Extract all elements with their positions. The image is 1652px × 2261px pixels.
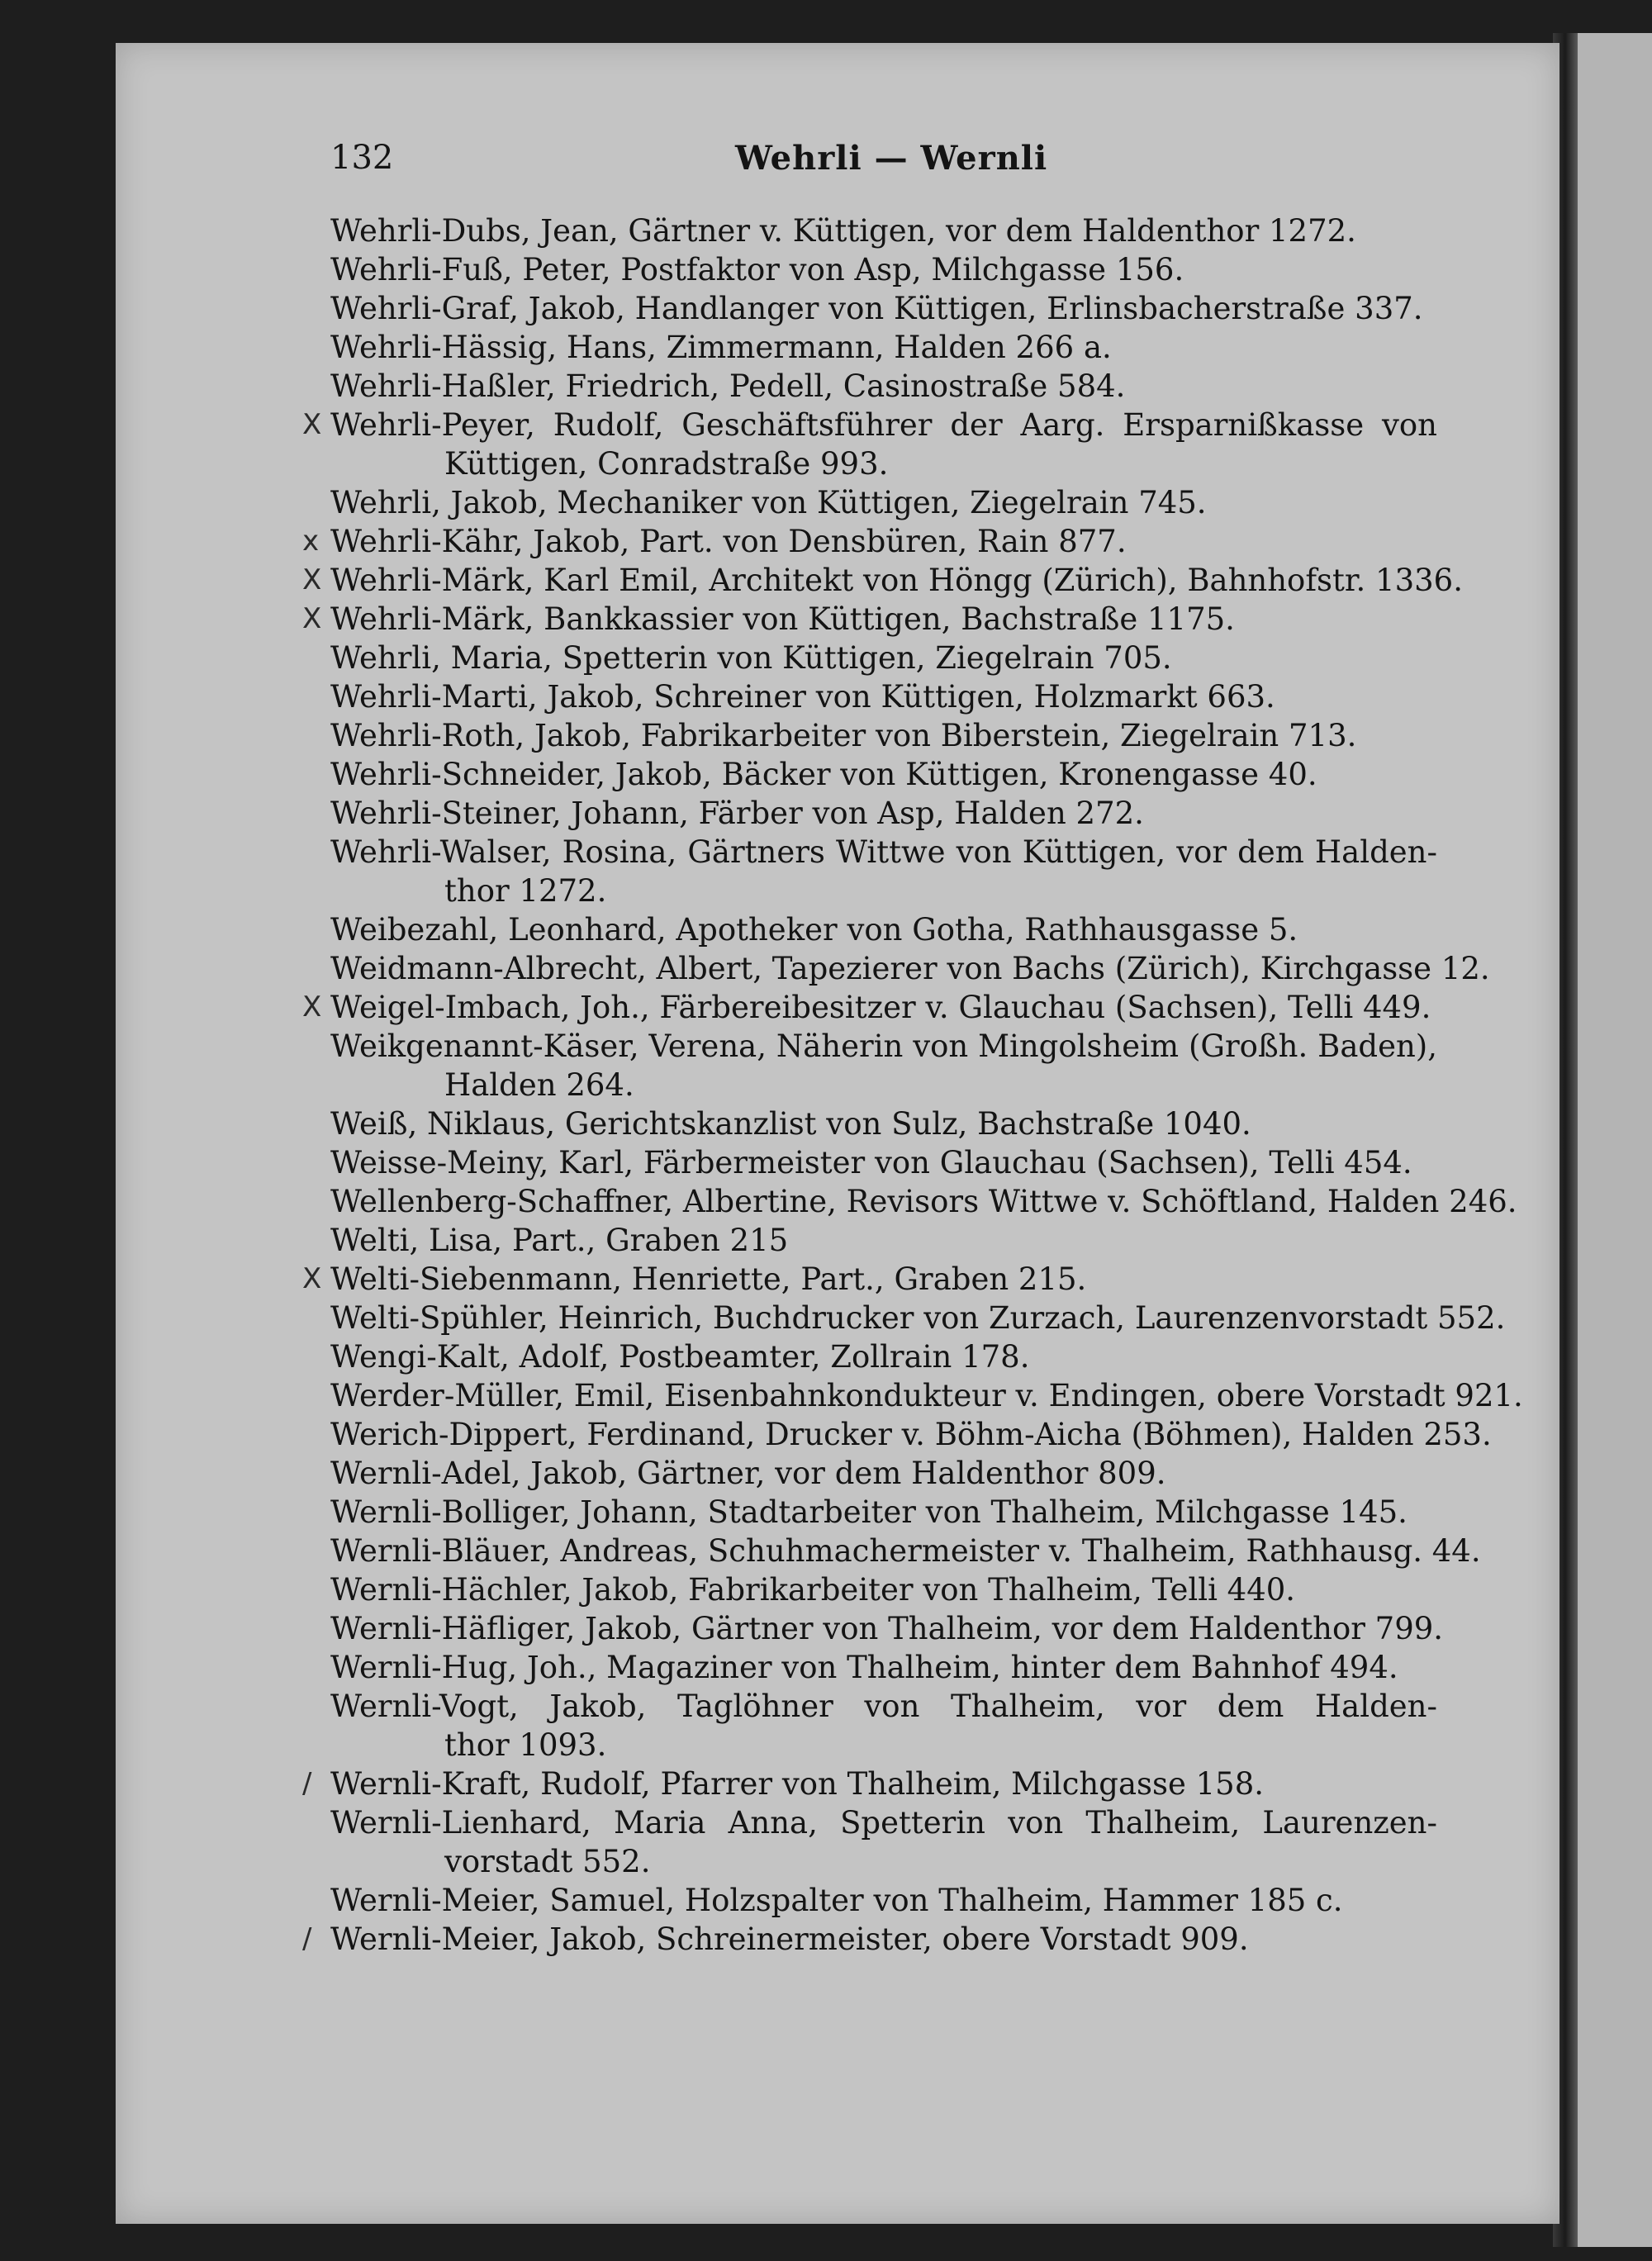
directory-entry bbox=[302, 1765, 1437, 1803]
directory-entry bbox=[330, 483, 1437, 522]
entry-line: Wengi-Kalt, Adolf, Postbeamter, Zollrain 178. bbox=[330, 1339, 1030, 1375]
directory-entry bbox=[330, 211, 1437, 250]
directory-entry bbox=[302, 561, 1463, 600]
directory-entry bbox=[330, 289, 1437, 328]
directory-entry bbox=[330, 716, 1437, 755]
running-head: Wehrli — Wernli bbox=[735, 139, 1048, 178]
directory-entry bbox=[330, 1143, 1437, 1182]
entry-line: Wehrli-Märk, Karl Emil, Architekt von Höngg (Zürich), Bahnhofstr. 1336. bbox=[330, 563, 1463, 598]
entry-line: Wehrli-Steiner, Johann, Färber von Asp, Halden 272. bbox=[330, 796, 1144, 831]
directory-entry bbox=[330, 1881, 1437, 1920]
directory-entry bbox=[330, 1027, 1437, 1104]
entry-line: Wehrli-Peyer, Rudolf, Geschäftsführer der Aarg. Ersparnißkasse von bbox=[330, 407, 1437, 443]
directory-entry bbox=[330, 1687, 1437, 1765]
entry-line: Weisse-Meiny, Karl, Färbermeister von Glauchau (Sachsen), Telli 454. bbox=[330, 1145, 1412, 1180]
entry-continuation-line: thor 1272. bbox=[444, 873, 607, 909]
directory-entry bbox=[302, 1260, 1437, 1299]
entry-line: Wehrli-Hässig, Hans, Zimmermann, Halden 266 a. bbox=[330, 330, 1112, 365]
directory-entry bbox=[330, 1182, 1517, 1221]
entry-line: Wehrli-Haßler, Friedrich, Pedell, Casinostraße 584. bbox=[330, 368, 1126, 404]
entry-continuation-line: Halden 264. bbox=[444, 1067, 634, 1103]
directory-entry bbox=[330, 1104, 1437, 1143]
entry-line: Welti-Spühler, Heinrich, Buchdrucker von Zurzach, Laurenzenvorstadt 552. bbox=[330, 1300, 1506, 1336]
entry-line: Wernli-Meier, Samuel, Holzspalter von Thalheim, Hammer 185 c. bbox=[330, 1883, 1343, 1918]
directory-entry bbox=[330, 1532, 1481, 1570]
directory-entry bbox=[330, 1376, 1523, 1415]
entry-line: Wernli-Adel, Jakob, Gärtner, vor dem Haldenthor 809. bbox=[330, 1456, 1166, 1491]
directory-entry bbox=[302, 522, 1437, 561]
directory-entry bbox=[330, 1221, 1437, 1260]
directory-entries bbox=[302, 211, 1523, 1959]
entry-line: Wehrli-Graf, Jakob, Handlanger von Küttigen, Erlinsbacherstraße 337. bbox=[330, 291, 1423, 326]
entry-line: Wernli-Lienhard, Maria Anna, Spetterin von Thalheim, Laurenzen- bbox=[330, 1805, 1437, 1841]
entry-line: Wernli-Kraft, Rudolf, Pfarrer von Thalheim, Milchgasse 158. bbox=[330, 1766, 1265, 1802]
entry-line: Wehrli-Walser, Rosina, Gärtners Wittwe von Küttigen, vor dem Halden- bbox=[330, 834, 1437, 870]
directory-entry bbox=[330, 1415, 1492, 1454]
entry-line: Wehrli-Kähr, Jakob, Part. von Densbüren, Rain 877. bbox=[330, 524, 1127, 559]
entry-line: Wehrli-Fuß, Peter, Postfaktor von Asp, Milchgasse 156. bbox=[330, 252, 1184, 287]
directory-entry bbox=[302, 988, 1437, 1027]
entry-line: Wernli-Häfliger, Jakob, Gärtner von Thalheim, vor dem Haldenthor 799. bbox=[330, 1611, 1444, 1646]
directory-entry bbox=[330, 1337, 1437, 1376]
directory-entry bbox=[302, 1920, 1437, 1959]
directory-entry bbox=[330, 1493, 1437, 1532]
entry-line: Wellenberg-Schaffner, Albertine, Revisors Wittwe v. Schöftland, Halden 246. bbox=[330, 1184, 1517, 1219]
entry-line: Wehrli, Jakob, Mechaniker von Küttigen, Ziegelrain 745. bbox=[330, 485, 1207, 520]
handwritten-mark: X bbox=[302, 1262, 322, 1295]
handwritten-mark: x bbox=[302, 525, 320, 558]
directory-entry bbox=[330, 755, 1437, 794]
directory-entry bbox=[330, 328, 1437, 367]
entry-line: Wernli-Hug, Joh., Magaziner von Thalheim, hinter dem Bahnhof 494. bbox=[330, 1650, 1398, 1685]
entry-line: Wernli-Bolliger, Johann, Stadtarbeiter von Thalheim, Milchgasse 145. bbox=[330, 1494, 1408, 1530]
entry-line: Wehrli-Schneider, Jakob, Bäcker von Küttigen, Kronengasse 40. bbox=[330, 757, 1317, 792]
directory-entry bbox=[330, 1803, 1437, 1881]
directory-entry bbox=[330, 367, 1437, 406]
directory-entry bbox=[330, 949, 1490, 988]
directory-entry bbox=[330, 1570, 1437, 1609]
directory-entry bbox=[302, 406, 1437, 483]
entry-line: Wernli-Meier, Jakob, Schreinermeister, obere Vorstadt 909. bbox=[330, 1921, 1249, 1957]
page-number: 132 bbox=[330, 139, 394, 177]
directory-entry bbox=[330, 794, 1437, 833]
directory-entry bbox=[330, 639, 1437, 677]
entry-line: Wehrli-Marti, Jakob, Schreiner von Küttigen, Holzmarkt 663. bbox=[330, 679, 1275, 715]
handwritten-mark: / bbox=[302, 1922, 312, 1955]
entry-line: Weiß, Niklaus, Gerichtskanzlist von Sulz, Bachstraße 1040. bbox=[330, 1106, 1251, 1142]
handwritten-mark: X bbox=[302, 408, 322, 441]
directory-entry bbox=[330, 677, 1437, 716]
entry-line: Weigel-Imbach, Joh., Färbereibesitzer v. Glauchau (Sachsen), Telli 449. bbox=[330, 990, 1431, 1025]
entry-line: Werder-Müller, Emil, Eisenbahnkondukteur v. Endingen, obere Vorstadt 921. bbox=[330, 1378, 1523, 1413]
entry-line: Weikgenannt-Käser, Verena, Näherin von Mingolsheim (Großh. Baden), bbox=[330, 1028, 1437, 1064]
entry-line: Werich-Dippert, Ferdinand, Drucker v. Böhm-Aicha (Böhmen), Halden 253. bbox=[330, 1417, 1492, 1452]
entry-line: Weibezahl, Leonhard, Apotheker von Gotha, Rathhausgasse 5. bbox=[330, 912, 1298, 948]
facing-page-edge bbox=[1578, 33, 1652, 2247]
entry-line: Wernli-Hächler, Jakob, Fabrikarbeiter von Thalheim, Telli 440. bbox=[330, 1572, 1296, 1608]
entry-line: Wernli-Vogt, Jakob, Taglöhner von Thalheim, vor dem Halden- bbox=[330, 1689, 1437, 1724]
entry-continuation-line: vorstadt 552. bbox=[444, 1844, 651, 1879]
directory-entry bbox=[330, 1648, 1437, 1687]
handwritten-mark: X bbox=[302, 990, 322, 1024]
entry-line: Weidmann-Albrecht, Albert, Tapezierer von Bachs (Zürich), Kirchgasse 12. bbox=[330, 951, 1490, 986]
directory-entry bbox=[302, 600, 1437, 639]
entry-line: Wehrli, Maria, Spetterin von Küttigen, Ziegelrain 705. bbox=[330, 640, 1172, 676]
entry-continuation-line: Küttigen, Conradstraße 993. bbox=[444, 446, 889, 482]
directory-entry bbox=[330, 1609, 1444, 1648]
page-header bbox=[330, 139, 1503, 188]
directory-entry bbox=[330, 833, 1437, 910]
directory-entry bbox=[330, 1454, 1437, 1493]
handwritten-mark: X bbox=[302, 602, 322, 635]
entry-line: Wehrli-Märk, Bankkassier von Küttigen, Bachstraße 1175. bbox=[330, 601, 1235, 637]
entry-line: Welti-Siebenmann, Henriette, Part., Graben 215. bbox=[330, 1261, 1087, 1297]
entry-line: Wehrli-Dubs, Jean, Gärtner v. Küttigen, vor dem Haldenthor 1272. bbox=[330, 213, 1356, 249]
entry-line: Wehrli-Roth, Jakob, Fabrikarbeiter von Biberstein, Ziegelrain 713. bbox=[330, 718, 1357, 753]
directory-entry bbox=[330, 1299, 1506, 1337]
entry-continuation-line: thor 1093. bbox=[444, 1727, 607, 1763]
entry-line: Welti, Lisa, Part., Graben 215 bbox=[330, 1223, 789, 1258]
directory-entry bbox=[330, 910, 1437, 949]
directory-entry bbox=[330, 250, 1437, 289]
handwritten-mark: X bbox=[302, 563, 322, 596]
handwritten-mark: / bbox=[302, 1767, 312, 1800]
entry-line: Wernli-Bläuer, Andreas, Schuhmachermeister v. Thalheim, Rathhausg. 44. bbox=[330, 1533, 1481, 1569]
